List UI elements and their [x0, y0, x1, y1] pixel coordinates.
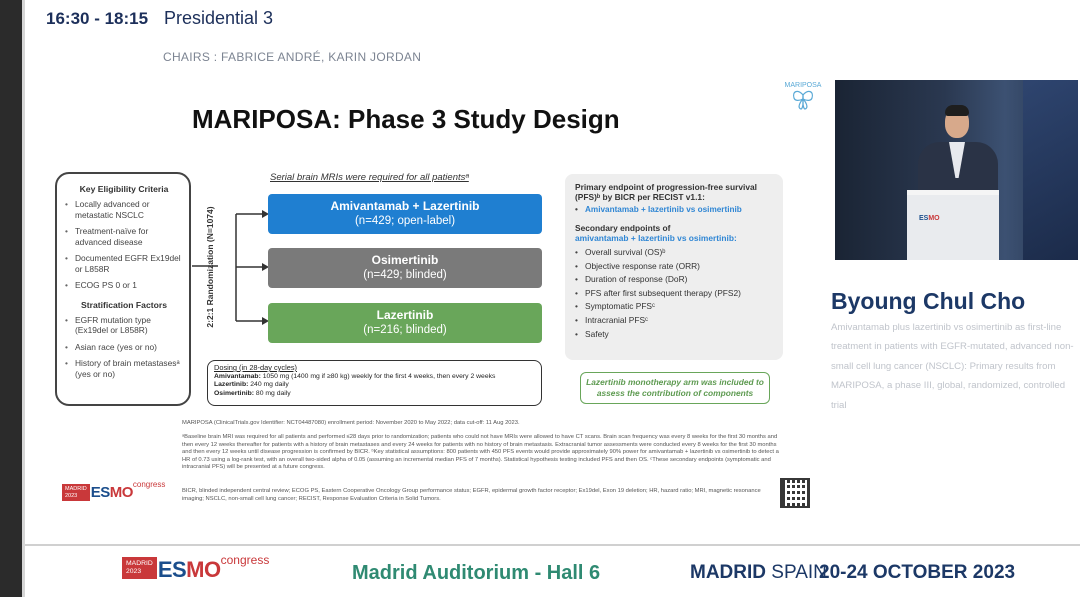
eligibility-item: • Documented EGFR Ex19del or L858R [65, 253, 183, 274]
secondary-endpoint-item: • Symptomatic PFSᶜ [575, 301, 773, 311]
speaker-name: Byoung Chul Cho [831, 288, 1026, 314]
secondary-endpoint-heading: Secondary endpoints of [575, 223, 671, 233]
primary-endpoint-heading: Primary endpoint of progression-free survival (PFS)ᵇ by BICR per RECIST v1.1: [575, 182, 757, 202]
eligibility-item: • Treatment-naïve for advanced disease [65, 226, 183, 247]
dosing-line [214, 390, 535, 399]
eligibility-criteria-box [55, 172, 191, 406]
arm-name: Lazertinib [376, 308, 434, 322]
dosing-drug: Lazertinib: [214, 381, 249, 389]
lectern-logo: ESMO [919, 215, 940, 222]
esmo-tag: MADRID 2023 [122, 557, 157, 579]
footnote-details: ᵃBaseline brain MRI was required for all patients and performed ≤28 days prior to randomization; patients who could not have MRIs were allowed to have CT scans. Brain scan frequency was every 8 weeks for the first 30 months and then every 12 weeks thereafter for patients with a history of brain metastases and every 24 weeks for patients with no history of brain metastasis. Extracranial tumor assessments were conducted every 8 weeks for the first 30 months and then every 12 weeks until disease progression is confirmed by BICR. ᵇKey statistical assumptions: 800 patients with 450 PFS events would provide approximately 90% power for amivantamab + lazertinib vs osimertinib to detect a HR of 0.73 using a log-rank test, with an overall two-sided alpha of 0.05 (assuming an incremental median PFS of 7 months). Statistical hypothesis testing included PFS and then OS. ᶜThese secondary endpoints (symptomatic and intracranial PFS) will be presented at a future congress. [182, 434, 779, 471]
randomization-label: 2:2:1 Randomization (N=1074) [205, 206, 215, 328]
secondary-endpoint-item: • Intracranial PFSᶜ [575, 315, 773, 325]
secondary-endpoint-item: • Safety [575, 329, 773, 339]
dosing-drug: Osimertinib: [214, 389, 255, 397]
talk-title: Amivantamab plus lazertinib vs osimertinib as first-line treatment in patients with EGFR-mutated, advanced non-small cell lung cancer (NSCLC): Primary results from MARIPOSA, a phase III, global, randomized, controlled trial [831, 322, 1074, 411]
esmo-congress: congress [132, 480, 166, 489]
esmo-logo [122, 553, 270, 587]
randomization-label-wrap [192, 194, 222, 354]
monotherapy-note: Lazertinib monotherapy arm was included to assess the contribution of components [580, 372, 770, 404]
butterfly-icon [791, 89, 815, 111]
mariposa-logo [782, 82, 824, 122]
footnote-abbreviations: BICR, blinded independent central review; ECOG PS, Eastern Cooperative Oncology Group performance status; EGFR, epidermal growth factor receptor; Ex19del, Exon 19 deletion; HR, hazard ratio; MRI, magnetic resonance imaging; NSCLC, non-small cell lung cancer; RECIST, Response Evaluation Criteria in Solid Tumors. [182, 488, 761, 502]
primary-endpoint-item: • Amivantamab + lazertinib vs osimertinib [575, 205, 773, 214]
session-time: 16:30 - 18:15 [46, 9, 149, 28]
footer-divider [25, 544, 1080, 546]
esmo-tag: MADRID 2023 [62, 484, 90, 501]
stratification-item: • EGFR mutation type (Ex19del or L858R) [65, 315, 183, 336]
secondary-endpoint-item: • Overall survival (OS)ᵇ [575, 247, 773, 257]
esmo-congress: congress [220, 553, 270, 567]
esmo-word: ESMO [157, 557, 221, 582]
secondary-endpoint-comparison: amivantamab + lazertinib vs osimertinib: [575, 233, 737, 243]
venue-label: Madrid Auditorium - Hall 6 [352, 562, 601, 584]
eligibility-heading: Key Eligibility Criteria [79, 184, 169, 194]
arm-name: Amivantamab + Lazertinib [330, 199, 480, 213]
arm-lazertinib [268, 303, 542, 343]
eligibility-item: • ECOG PS 0 or 1 [65, 280, 183, 291]
presentation-slide [52, 76, 828, 533]
dosing-line [214, 373, 535, 382]
city-label: MADRID SPAIN [690, 562, 827, 583]
session-chairs: CHAIRS : FABRICE ANDRÉ, KARIN JORDAN [163, 50, 422, 64]
left-frame-border [22, 0, 25, 597]
session-name: Presidential 3 [164, 8, 274, 28]
secondary-endpoint-item: • Duration of response (DoR) [575, 274, 773, 284]
dosing-heading: Dosing (in 28-day cycles) [214, 363, 297, 372]
dosing-dose: 240 mg daily [248, 381, 289, 389]
arm-osimertinib [268, 248, 542, 288]
arm-size: (n=429; open-label) [354, 215, 456, 227]
serial-mri-note: Serial brain MRIs were required for all patientsᵃ [270, 172, 469, 183]
eligibility-item: • Locally advanced or metastatic NSCLC [65, 199, 183, 220]
esmo-word: ESMO [90, 484, 133, 501]
footnote-trial-id: MARIPOSA (ClinicalTrials.gov Identifier: NCT04487080) enrollment period: November 2020 to May 2022; data cut-off: 11 Aug 2023. [182, 420, 520, 426]
endpoints-box [565, 174, 783, 360]
lectern [907, 190, 999, 260]
stratification-heading: Stratification Factors [81, 299, 167, 310]
arm-size: (n=216; blinded) [363, 324, 447, 336]
secondary-endpoint-item: • PFS after first subsequent therapy (PFS2) [575, 288, 773, 298]
dosing-dose: 1050 mg (1400 mg if ≥80 kg) weekly for the first 4 weeks, then every 2 weeks [260, 372, 496, 380]
slide-title: MARIPOSA: Phase 3 Study Design [192, 104, 620, 134]
dosing-box [207, 360, 542, 406]
event-dates: 20-24 OCTOBER 2023 [819, 562, 1016, 583]
left-frame-edge [0, 0, 22, 597]
mariposa-logo-label: MARIPOSA [784, 82, 822, 89]
stratification-item: • History of brain metastasesᵃ (yes or no) [65, 358, 183, 379]
dosing-dose: 80 mg daily [254, 389, 291, 397]
qr-code [780, 478, 810, 508]
arm-amivantamab-lazertinib [268, 194, 542, 234]
dosing-drug: Amivantamab: [214, 372, 261, 380]
stratification-item: • Asian race (yes or no) [65, 342, 183, 353]
secondary-endpoint-item: • Objective response rate (ORR) [575, 261, 773, 271]
arm-size: (n=429; blinded) [363, 269, 447, 281]
dosing-line [214, 381, 535, 390]
esmo-logo-small [62, 480, 166, 506]
arm-name: Osimertinib [371, 253, 439, 267]
speaker-video [835, 80, 1078, 260]
